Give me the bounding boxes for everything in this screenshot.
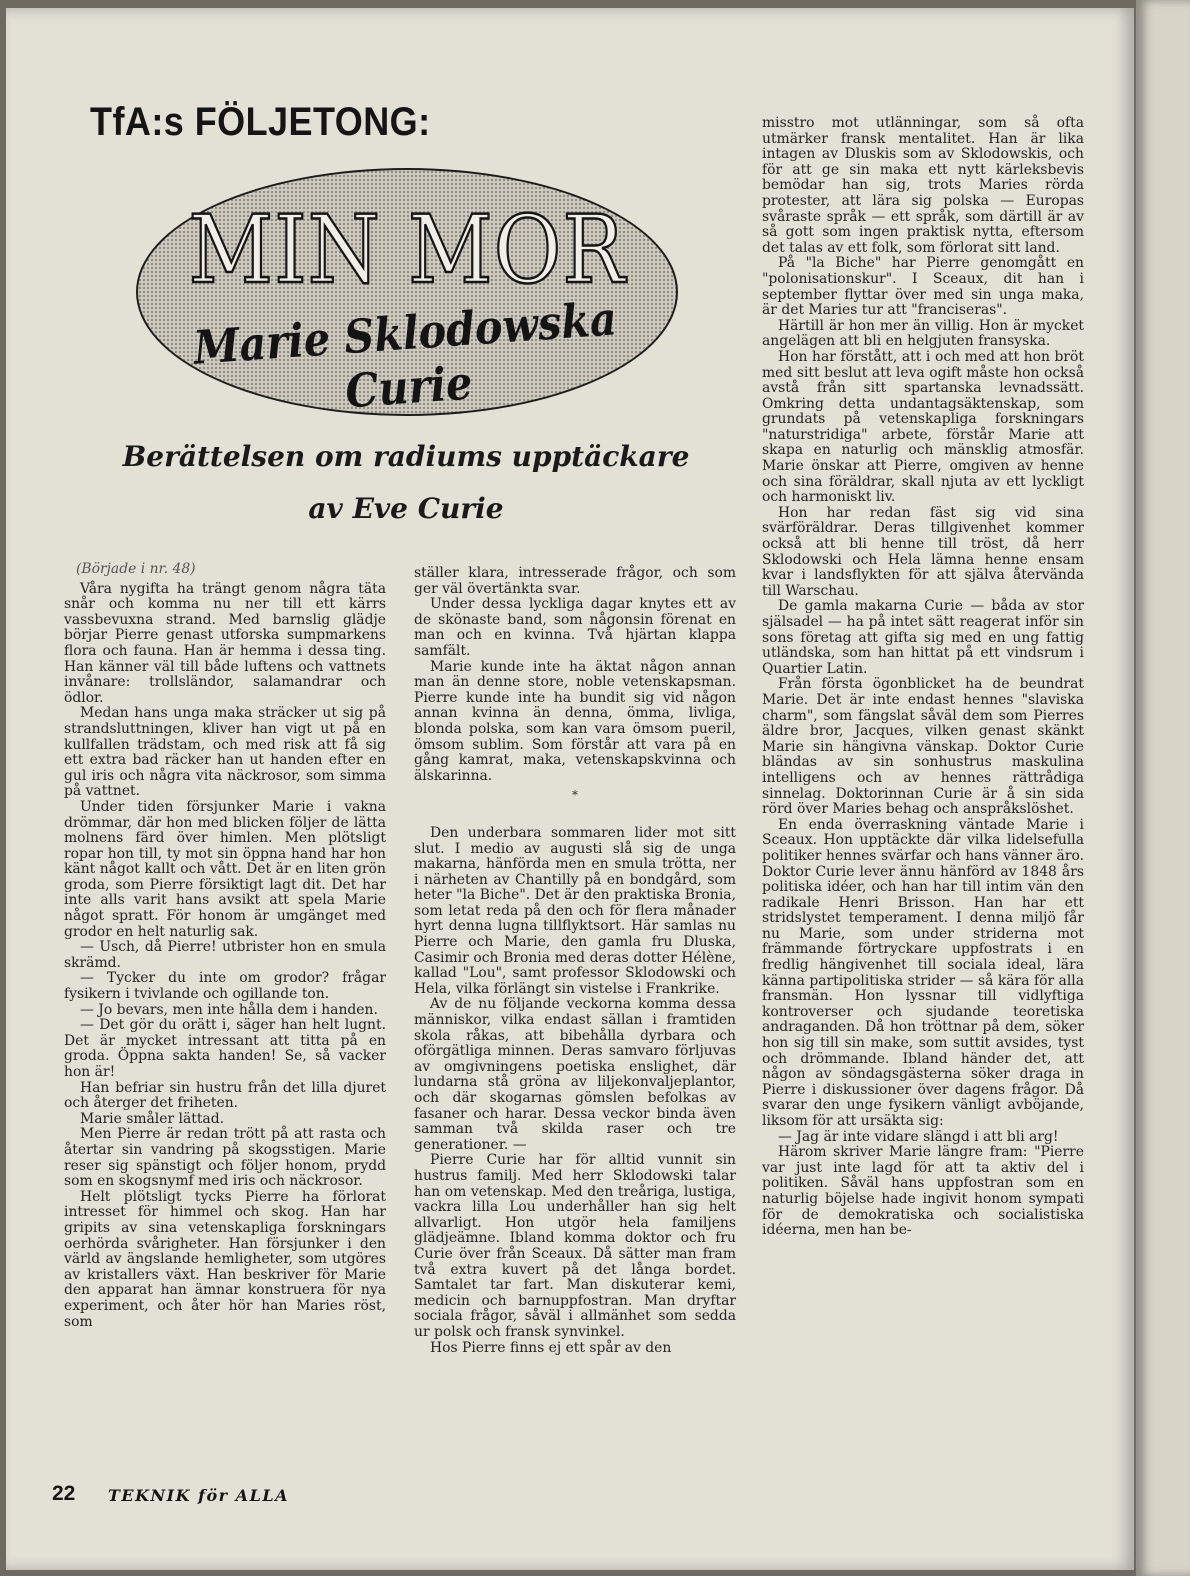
paragraph: Av de nu följande veckorna komma dessa människor, vilka endast sällan i framtiden skola råkas, att bibehålla dyrbara och oförgätliga minnen. Deras samvaro förljuvas av omgivningens poetiska enslighet, där lundarna stå gröna av liljekonvaljeplantor, och där skogarnas gömslen befolkas av fasaner och harar. Dessa veckor binda även samman två skilda raser och tre generationer. — <box>414 996 736 1153</box>
paragraph: — Jo bevars, men inte hålla dem i handen. <box>80 1001 378 1018</box>
paragraph: En enda överraskning väntade Marie i Sceaux. Hon upptäckte där vilka lidelsefulla politiker hennes svärfar och hans vänner äro. Doktor Curie lever ännu hänförd av 1848 års politiska idéer, och han har till intim vän den radikale Henri Brisson. Han har ett stridslystet temperament. I denna miljö får nu Marie, som under striderna mot främmande förtryckare uppfostrats i en fredlig hängivenhet till sociala ideal, lära känna partipolitiska strider — så kära för alla fransmän. Hon lyssnar till vidlyftiga kontroverser och sjudande teoretiska andraganden. Då hon tröttnar på dem, söker hon sig till sin make, som suttit avsides, tyst och drömmande. Ibland händer det, att någon av söndagsgästerna söker draga in Pierre i diskussioner över dagens frågor. Då svarar den unge fysikern vänligt avböjande, liksom för att ursäkta sig: <box>762 816 1084 1129</box>
paragraph: Den underbara sommaren lider mot sitt slut. I medio av augusti slå sig de unga makarna, hänförda men en smula trötta, ner i närheten av Chantilly på en bondgård, som heter "la Biche". Det är den praktiska Bronia, som letat reda på den och för flera månader hyrt denna lugna tillflyktsort. Här samlas nu Pierre och Marie, den gamla fru Dluska, Casimir och Bronia med deras dotter Hélène, kallad "Lou", samt professor Sklodowski och Hela, vilka förlängt sin vistelse i Frankrike. <box>414 824 736 997</box>
paragraph: — Jag är inte vidare slängd i att bli arg! <box>778 1128 1059 1145</box>
paragraph: De gamla makarna Curie — båda av stor själsadel — ha på intet sätt reagerat inför sin sons företag att gifta sig med en ung fattig utländska, som han hittat på ett vindsrum i Quartier Latin. <box>762 598 1084 677</box>
section-separator: * <box>572 788 578 803</box>
series-title: TfA:s FÖLJETONG: <box>90 100 431 144</box>
next-page-edge <box>1136 0 1190 1576</box>
paragraph: Hon har förstått, att i och med att hon bröt med sitt beslut att leva ogift måste hon också avstå från sitt spartanska levnadssätt. Omkring detta undantagsäktenskap, som grundats på vetenskapliga forskningars "naturstridiga" arbete, förstår Marie att skapa en naturlig och mänsklig atmosfär. Marie önskar att Pierre, omgiven av henne och sina föräldrar, skall njuta av ett lyckligt och harmoniskt liv. <box>762 348 1084 506</box>
paragraph: misstro mot utlänningar, som så ofta utmärker fransk mentalitet. Han är lika intagen av Dluskis som av Sklodowskis, och för att ge sin maka ett nytt kärleksbevis bemödar han sig, trots Maries rörda protester, att lära sig polska — Europas svåraste språk — ett språk, som därtill är av så gott som ingen praktisk nytta, eftersom det talas av ett folk, som förlorat sitt land. <box>762 115 1084 256</box>
magazine-page <box>6 8 1134 1570</box>
text-column-1 <box>64 562 386 1330</box>
paragraph: Våra nygifta ha trängt genom några täta snår och komma nu ner till ett kärrs vassbevuxna strand. Med barnslig glädje börjar Pierre genast utforska sumpmarkens flora och fauna. Han är hemma i dessa ting. Han känner väl till både luftens och vattnets invånare: trollsländor, salamandrar och ödlor. <box>64 580 386 706</box>
paragraph: Men Pierre är redan trött på att rasta och återtar sin vandring på skogsstigen. Marie reser sig spänstigt och följer honom, prydd som en skogsnymf med iris och näckrosor. <box>64 1126 386 1190</box>
paragraph: Hos Pierre finns ej ett spår av den <box>430 1339 672 1356</box>
paragraph: Hon har redan fäst sig vid sina svärföräldrar. Deras tillgivenhet kommer också att bli henne till tröst, då herr Sklodowski och Hela lämna henne ensam kvar i landsflykten för att själva återvända till Warschau. <box>762 504 1084 599</box>
page-number: 22 <box>52 1482 76 1505</box>
paragraph: Marie kunde inte ha äktat någon annan man än denne store, noble vetenskapsman. Pierre kunde inte ha bundit sig vid någon annan kvinna än denna, ömma, livliga, blonda polska, som kan vara ömsom pueril, ömsom sublim. Som förstår att vara på en gång kamrat, maka, vetenskapskvinna och älskarinna. <box>414 658 736 784</box>
paragraph: — Tycker du inte om grodor? frågar fysikern i tvivlande och ogillande ton. <box>64 970 386 1003</box>
paragraph: Marie småler lättad. <box>80 1110 225 1127</box>
paragraph: — Usch, då Pierre! utbrister hon en smula skrämd. <box>64 939 386 971</box>
paragraph: ställer klara, intresserade frågor, och som ger väl övertänkta svar. <box>414 565 736 597</box>
paragraph: Helt plötsligt tycks Pierre ha förlorat intresset för himmel och skog. Han har gripits av sina vetenskapliga forskningars oerhörda svårigheter. Han försjunker i den värld av ängslande hemligheter, som utgöres av kristallers växt. Han beskriver för Marie den apparat han ämnar konstruera för nya experiment, och åter hör han Maries röst, som <box>64 1188 386 1330</box>
script-name-title: Marie Sklodowska Curie <box>191 291 619 419</box>
paragraph: Under dessa lyckliga dagar knytes ett av de skönaste band, som någonsin förenat en man och en kvinna. Två hjärtan klappa samfält. <box>414 596 736 659</box>
paragraph: Härom skriver Marie längre fram: "Pierre var just inte lagd för att ta aktiv del i politiken. Såväl hans uppfostran som en naturlig böjelse hade ingivit honom sympati för de demokratiska och socialistiska idéerna, men han be- <box>762 1144 1084 1239</box>
paragraph: Härtill är hon mer än villig. Hon är mycket angelägen att bli en helgjuten fransyska. <box>762 317 1084 350</box>
text-column-3 <box>762 116 1084 1239</box>
paragraph: På "la Biche" har Pierre genomgått en "polonisationskur". I Sceaux, dit han i september flyttar över med sin unga maka, är det Maries tur att "franciseras". <box>762 255 1084 319</box>
text-column-2 <box>414 566 736 1356</box>
paragraph: Han befriar sin hustru från det lilla djuret och återger det friheten. <box>64 1079 386 1112</box>
continued-note: (Började i nr. 48) <box>76 561 196 577</box>
paragraph: Från första ögonblicket ha de beundrat Marie. Det är inte endast hennes "slaviska charm", som fängslat såväl dem som Pierres äldre bror, Jacques, vilken genast skänkt Marie sin hängivna vänskap. Doktor Curie bländas av sin sonhustrus maskulina intelligens och av hennes rättrådiga sinnelag. Doktorinnan Curie är å sin sida rörd över Maries behag och anspråkslöshet. <box>762 676 1084 818</box>
magazine-name: TEKNIK för ALLA <box>108 1486 289 1505</box>
main-title: MIN MOR <box>188 196 626 305</box>
paragraph: — Det gör du orätt i, säger han helt lugnt. Det är mycket intressant att titta på en groda. Öppna sakta handen! Se, så vacker hon är! <box>64 1017 386 1080</box>
paragraph: Medan hans unga maka sträcker ut sig på strandsluttningen, kliver han vigt ut på en kullfallen trädstam, och med risk att få sig ett extra bad räcker han ut handen efter en gul iris och några vita näckrosor, som simma på vattnet. <box>64 705 386 800</box>
paragraph: Pierre Curie har för alltid vunnit sin hustrus familj. Med herr Sklodowski talar han om vetenskap. Med den treåriga, lustiga, vackra lilla Lou underhåller han sig helt allvarligt. Hon utgör hela familjens glädjeämne. Ibland komma doktor och fru Curie över från Sceaux. Då sätter man fram två extra kuvert på det långa bordet. Samtalet tar fart. Man diskuterar kemi, medicin och barnuppfostran. Man dryftar sociala frågor, såväl i allmänhet som sedda ur polsk och fransk synvinkel. <box>414 1152 736 1340</box>
article-byline: av Eve Curie <box>308 492 504 525</box>
article-subtitle: Berättelsen om radiums upptäckare <box>122 440 690 473</box>
paragraph: Under tiden försjunker Marie i vakna drömmar, där hon med blicken följer de lätta molnens färd över himlen. Men plötsligt ropar hon till, ty mot sin öppna hand har hon känt något kallt och vått. Det är en liten grön groda, som Pierre försiktigt lagt dit. Det har inte alls varit hans avsikt att spela Marie något spratt. För honom är umgänget med grodor en helt naturlig sak. <box>64 798 386 940</box>
